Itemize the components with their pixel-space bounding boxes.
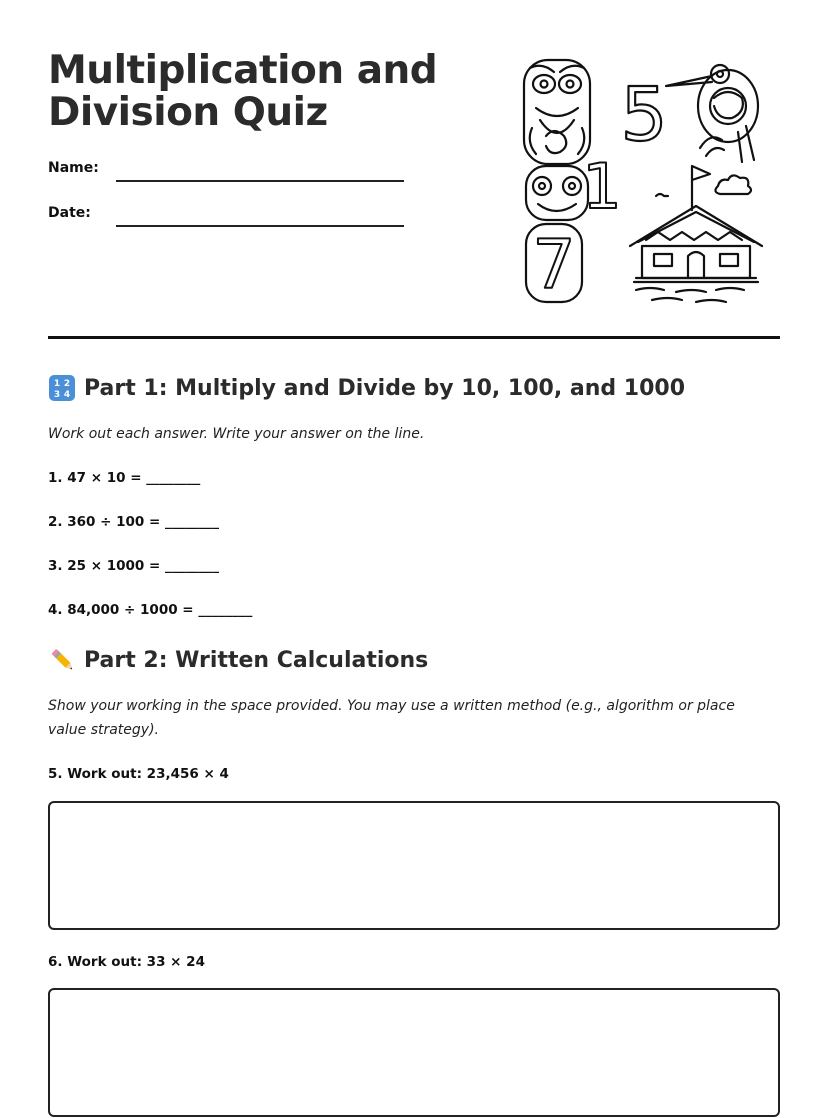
question-2: 2. 360 ÷ 100 = ________ bbox=[48, 514, 220, 530]
part2-heading bbox=[48, 646, 428, 674]
small-cloud-icon bbox=[656, 194, 668, 196]
name-label: Name: bbox=[48, 160, 99, 176]
kiwi-bird-icon bbox=[666, 65, 758, 162]
cloud-icon bbox=[715, 175, 751, 194]
page-title bbox=[48, 50, 437, 134]
question-3: 3. 25 × 1000 = ________ bbox=[48, 558, 220, 574]
date-label: Date: bbox=[48, 205, 91, 221]
svg-text:1: 1 bbox=[53, 379, 61, 389]
flag-icon bbox=[692, 166, 710, 210]
number-five-glyph: 5 bbox=[620, 72, 668, 158]
water-lines bbox=[636, 288, 744, 302]
pencil-emoji-icon bbox=[48, 646, 76, 674]
question-4: 4. 84,000 ÷ 1000 = ________ bbox=[48, 602, 253, 618]
question-1: 1. 47 × 10 = ________ bbox=[48, 470, 201, 486]
maori-numbers-illustration bbox=[516, 56, 778, 308]
title-line-2: Division Quiz bbox=[48, 90, 328, 135]
working-box-5[interactable] bbox=[48, 801, 780, 930]
section-divider bbox=[48, 336, 780, 339]
title-line-1: Multiplication and bbox=[48, 48, 438, 93]
part1-heading-text: Part 1: Multiply and Divide by 10, 100, and 1000 bbox=[84, 375, 686, 401]
number-seven-glyph: 7 bbox=[532, 226, 576, 305]
question-6: 6. Work out: 33 × 24 bbox=[48, 954, 205, 970]
part1-heading bbox=[48, 374, 685, 402]
date-line bbox=[116, 225, 404, 227]
question-5: 5. Work out: 23,456 × 4 bbox=[48, 766, 229, 782]
input-numbers-emoji-icon bbox=[48, 374, 76, 402]
part2-instruction: Show your working in the space provided. You may use a written method (e.g., algorithm or place value strategy). bbox=[48, 698, 735, 738]
number-one-glyph: 1 bbox=[582, 150, 622, 223]
wharenui-house-icon bbox=[630, 206, 762, 282]
svg-text:4: 4 bbox=[63, 390, 71, 400]
part2-heading-text: Part 2: Written Calculations bbox=[84, 647, 429, 673]
name-line bbox=[116, 180, 404, 182]
svg-text:2: 2 bbox=[63, 379, 71, 389]
part1-instruction: Work out each answer. Write your answer on the line. bbox=[48, 426, 425, 442]
working-box-6[interactable] bbox=[48, 988, 780, 1117]
svg-text:3: 3 bbox=[53, 390, 61, 400]
